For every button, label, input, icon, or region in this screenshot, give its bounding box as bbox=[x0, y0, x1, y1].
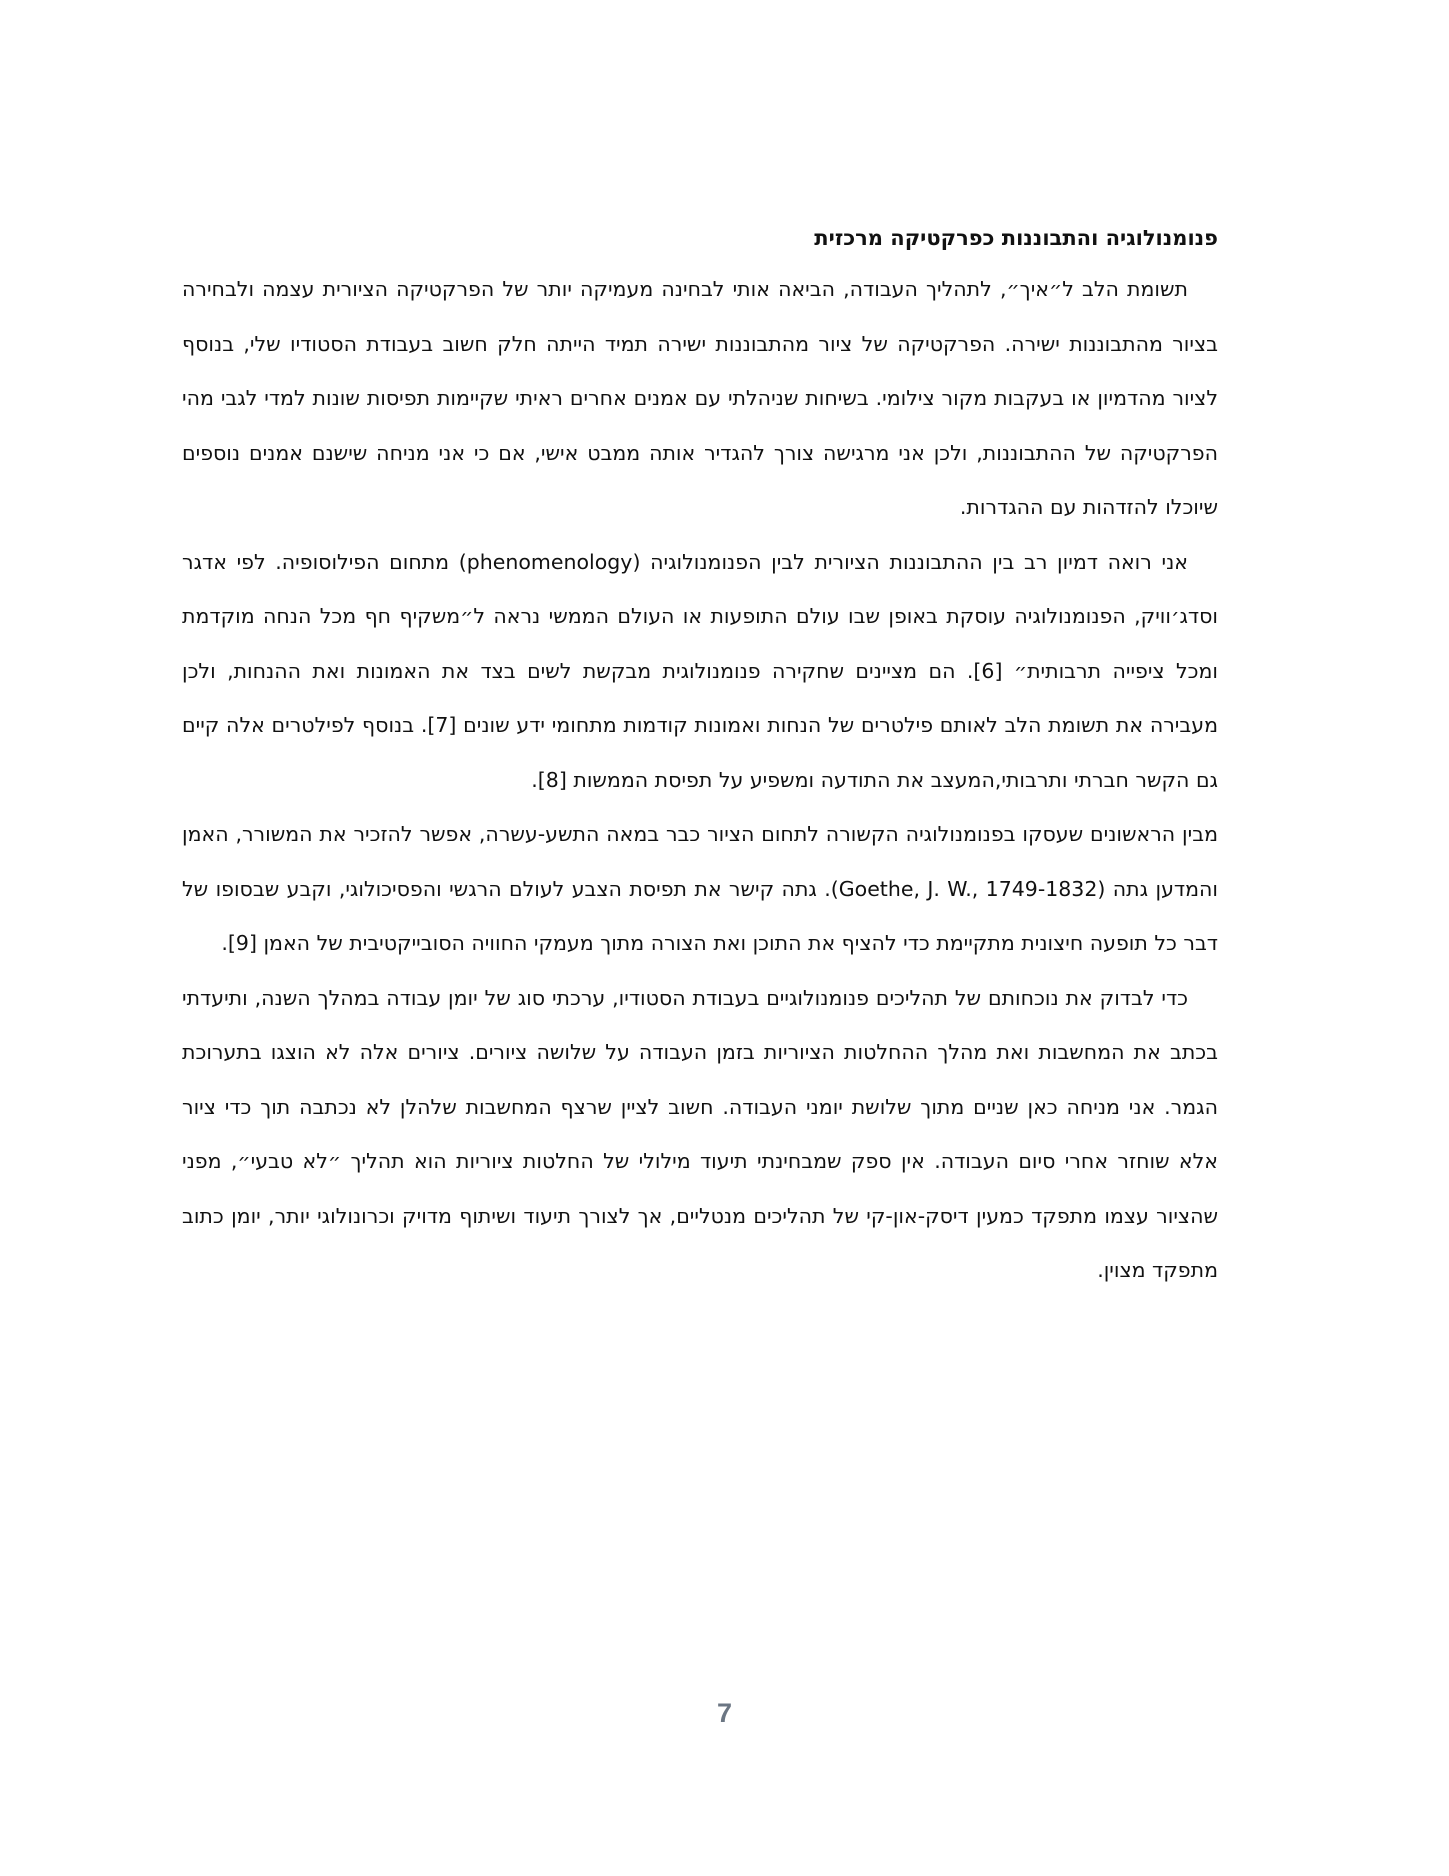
paragraph-work-journal: כדי לבדוק את נוכחותם של תהליכים פנומנולוגיים בעבודת הסטודיו, ערכתי סוג של יומן עבודה במהלך השנה, ותיעדתי בכתב את המחשבות ואת מהלך ההחלטות הציוריות בזמן העבודה על שלושה ציורים. ציורים אלה לא הוצגו בתערוכת הגמר. אני מניחה כאן שניים מתוך שלושת יומני העבודה. חשוב לציין שרצף המחשבות שלהלן לא נכתבה תוך כדי ציור אלא שוחזר אחרי סיום העבודה. אין ספק שמבחינתי תיעוד מילולי של החלטות ציוריות הוא תהליך ״לא טבעי״, מפני שהציור עצמו מתפקד כמעין דיסק-און-קי של תהליכים מנטליים, אך לצורך תיעוד ושיתוף מדויק וכרונולוגי יותר, יומן כתוב מתפקד מצוין. bbox=[182, 985, 1218, 1282]
page-body bbox=[182, 222, 1218, 1298]
paragraph-attention-to-how: תשומת הלב ל״איך״, לתהליך העבודה, הביאה אותי לבחינה מעמיקה יותר של הפרקטיקה הציורית עצמה ולבחירה בציור מהתבוננות ישירה. הפרקטיקה של ציור מהתבוננות ישירה תמיד הייתה חלק חשוב בעבודת הסטודיו שלי, בנוסף לציור מהדמיון או בעקבות מקור צילומי. בשיחות שניהלתי עם אמנים אחרים ראיתי שקיימות תפיסות שונות למדי לגבי מהי הפרקטיקה של ההתבוננות, ולכן אני מרגישה צורך להגדיר אותה ממבט אישי, אם כי אני מניחה שישנם אמנים נוספים שיוכלו להזדהות עם ההגדרות. bbox=[182, 277, 1218, 519]
page-number: 7 bbox=[716, 1698, 733, 1728]
paragraph-phenomenology: אני רואה דמיון רב בין ההתבוננות הציורית לבין הפנומנולוגיה (phenomenology) מתחום הפילוסופיה. לפי אדגר וסדג׳וויק, הפנומנולוגיה עוסקת באופן שבו עולם התופעות או העולם הממשי נראה ל״משקיף חף מכל הנחה מוקדמת ומכל ציפייה תרבותית״ [6]. הם מציינים שחקירה פנומנולוגית מבקשת לשים בצד את האמונות ואת ההנחות, ולכן מעבירה את תשומת הלב לאותם פילטרים של הנחות ואמונות קודמות מתחומי ידע שונים [7]. בנוסף לפילטרים אלה קיים גם הקשר חברתי ותרבותי,המעצב את התודעה ומשפיע על תפיסת הממשות [8]. bbox=[182, 549, 1218, 792]
paragraph-goethe: מבין הראשונים שעסקו בפנומנולוגיה הקשורה לתחום הציור כבר במאה התשע-עשרה, אפשר להזכיר את המשורר, האמן והמדען גתה (Goethe, J. W., 1749-1832). גתה קישר את תפיסת הצבע לעולם הרגשי והפסיכולוגי, וקבע שבסופו של דבר כל תופעה חיצונית מתקיימת כדי להציף את התוכן ואת הצורה מתוך מעמקי החוויה הסובייקטיבית של האמן [9]. bbox=[182, 822, 1218, 955]
section-heading: פנומנולוגיה והתבוננות כפרקטיקה מרכזית bbox=[814, 226, 1218, 250]
